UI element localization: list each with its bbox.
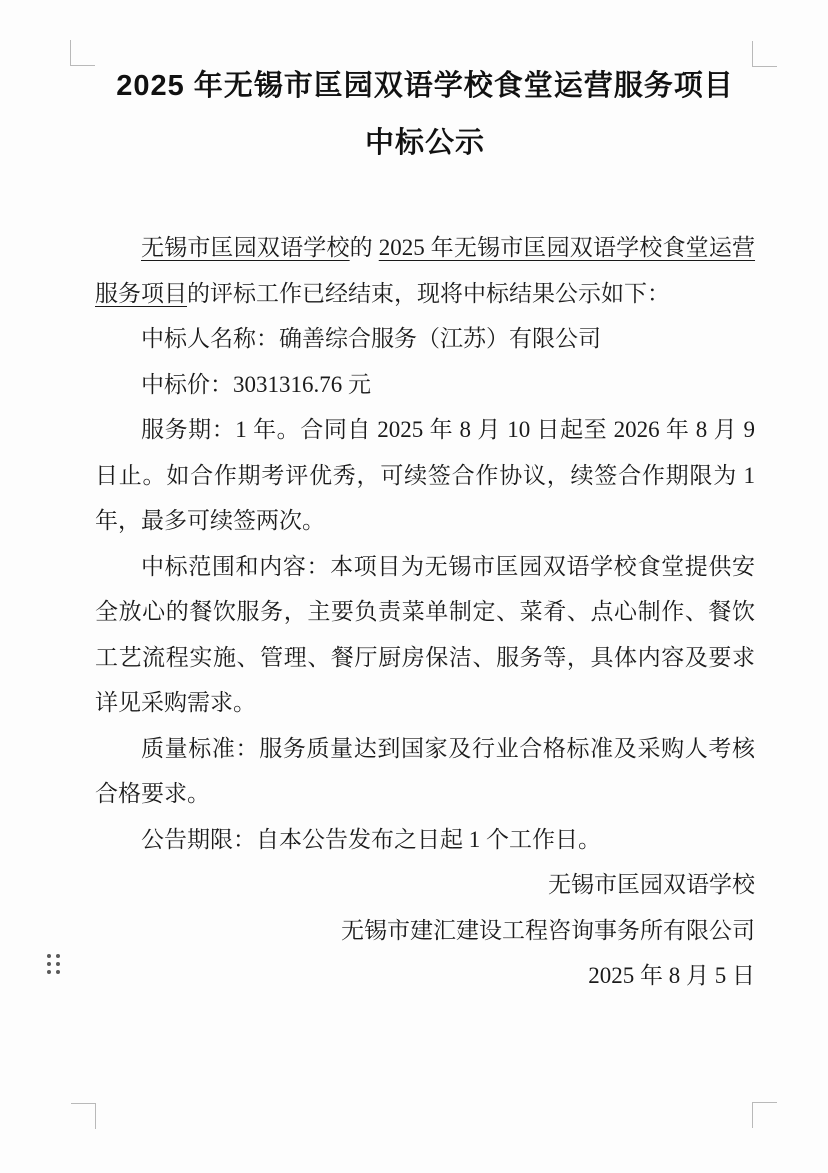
- service-period-paragraph: 服务期：1 年。合同自 2025 年 8 月 10 日起至 2026 年 8 月 9 日止。如合作期考评优秀，可续签合作协议，续签合作期限为 1 年，最多可续签两次。: [95, 417, 755, 533]
- dot-icon: [47, 954, 51, 958]
- dot-icon: [47, 970, 51, 974]
- intro-connector: 的: [349, 235, 379, 260]
- scope-paragraph: 中标范围和内容：本项目为无锡市匡园双语学校食堂提供安全放心的餐饮服务，主要负责菜单制定、菜肴、点心制作、餐饮工艺流程实施、管理、餐厅厨房保洁、服务等，具体内容及要求详见采购需求。: [95, 553, 755, 715]
- text-boundary-top-right-icon: [752, 41, 777, 67]
- notice-period-line: 公告期限：自本公告发布之日起 1 个工作日。: [141, 826, 601, 852]
- signature-date: 2025 年 8 月 5 日: [588, 963, 755, 988]
- intro-rest: 的评标工作已经结束，现将中标结果公示如下：: [187, 280, 670, 306]
- dot-icon: [47, 962, 51, 966]
- signature-agency: 无锡市建汇建设工程咨询事务所有限公司: [341, 917, 755, 943]
- six-dot-drag-handle-icon: [47, 954, 60, 974]
- intro-underlined-project: 2025 年无锡市匡园双语学校食堂运营服务项目: [95, 235, 756, 306]
- price-line: 中标价：3031316.76 元: [141, 371, 371, 397]
- intro-paragraph: [95, 225, 755, 316]
- text-boundary-top-left-icon: [70, 40, 95, 66]
- text-boundary-bottom-left-icon: [71, 1103, 96, 1129]
- dot-icon: [56, 970, 60, 974]
- document-content: [95, 225, 755, 999]
- title-line-2: 中标公示: [364, 127, 485, 159]
- dot-icon: [56, 962, 60, 966]
- intro-underlined-purchaser: 无锡市匡园双语学校: [141, 235, 350, 260]
- title-line-1: 2025 年无锡市匡园双语学校食堂运营服务项目: [116, 70, 734, 102]
- text-boundary-bottom-right-icon: [752, 1102, 777, 1128]
- document-title: [95, 58, 755, 172]
- dot-icon: [56, 954, 60, 958]
- signature-purchaser: 无锡市匡园双语学校: [548, 872, 755, 897]
- quality-standard-paragraph: 质量标准：服务质量达到国家及行业合格标准及采购人考核合格要求。: [95, 735, 755, 806]
- winner-line: 中标人名称：确善综合服务（江苏）有限公司: [141, 326, 601, 351]
- document-body: [95, 58, 755, 999]
